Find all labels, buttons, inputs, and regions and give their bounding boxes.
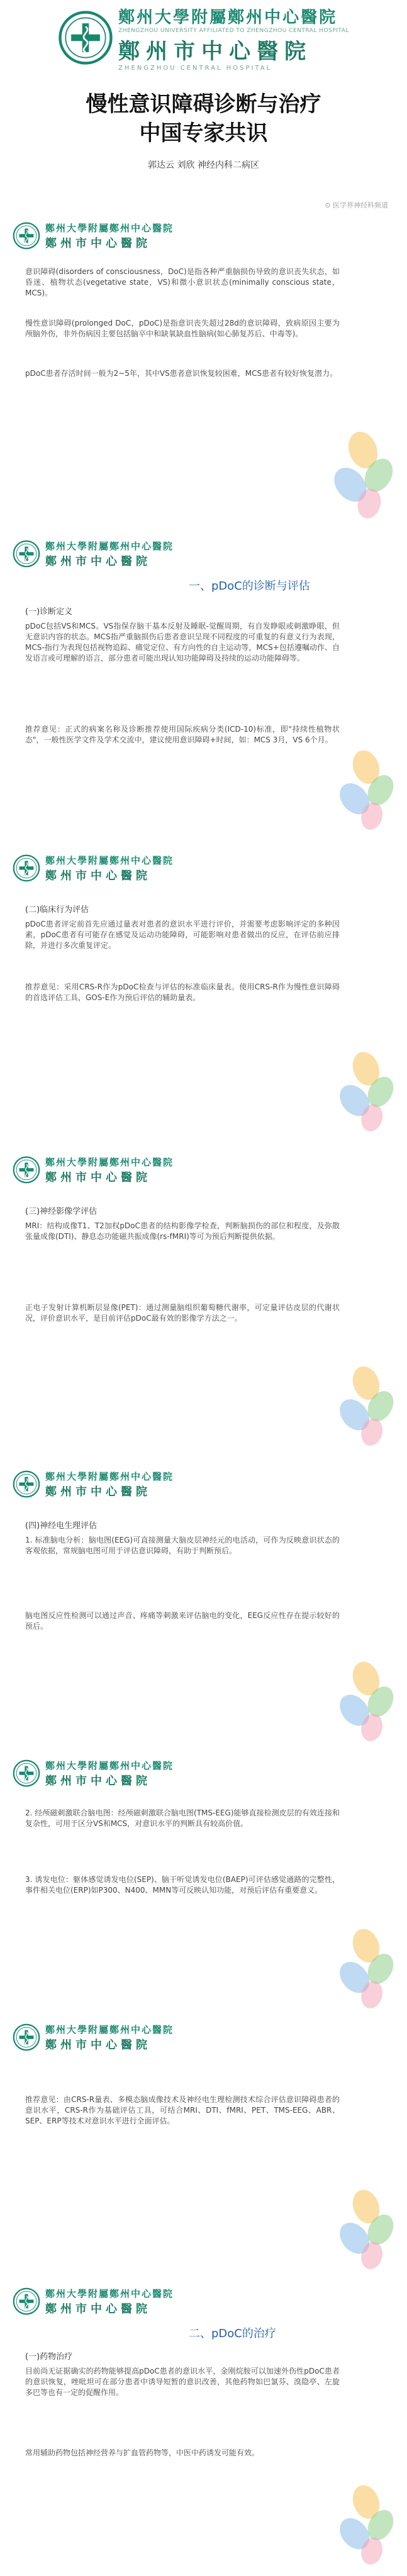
- cover-title-line1: 慢性意识障碍诊断与治疗: [86, 92, 321, 117]
- hospital-name-cn: 鄭州大學附屬鄭州中心醫院: [45, 222, 174, 234]
- hospital-logo-icon: [13, 1759, 40, 1787]
- slide-neuroimaging: [0, 1152, 407, 1467]
- hospital-name-block: [45, 854, 174, 883]
- hospital-logo-icon: [13, 854, 40, 882]
- hospital-name-block: [45, 2287, 174, 2316]
- hospital-name-block: [45, 1155, 174, 1185]
- hospital-name-cn: 鄭州大學附屬鄭州中心醫院: [45, 2023, 174, 2035]
- section-title: 二、pDoC的治疗: [189, 2327, 276, 2340]
- cover-watermark: ⊙ 医学界神经科频道: [325, 201, 388, 209]
- paragraph: pDoC患者评定前首先应通过量表对患者的意识水平进行评价，并需要考虑影响评定的多种因素，pDoC患者有可能存在感觉及运动功能障碍，可能影响对患者做出的反应，在评估前应排除，并进行多次重复评定。: [25, 920, 340, 950]
- paragraph: 3. 诱发电位：躯体感觉诱发电位(SEP)、脑干听觉诱发电位(BAEP)可评估感觉通路的完整性，事件相关电位(ERP)如P300、N400、MMN等可反映认知功能，对预后评估有重要意义。: [25, 1875, 340, 1895]
- slide-header: [0, 536, 407, 572]
- slide-tms-eeg: [0, 1755, 407, 2020]
- slide-treatment: [0, 2283, 407, 2576]
- cover-authors: 郭达云 刘欣 神经内科二病区: [148, 160, 259, 170]
- hospital-name-block: [45, 2023, 174, 2052]
- hospital-name-block: [118, 4, 349, 72]
- hospital-name-block: [45, 1759, 174, 1788]
- hospital-logo-icon: [13, 2023, 40, 2051]
- paragraph: 推荐意见：正式的病案名称及诊断推荐使用国际疾病分类(ICD-10)标准，即"持续性植物状态"，一般性医学文件及学术交流中，建议使用意识障碍+时间，如：MCS 3月，VS 6个月。: [25, 725, 340, 744]
- subsection-title: (四)神经电生理评估: [25, 1521, 98, 1531]
- hospital-logo-icon: [13, 222, 40, 250]
- hospital-name-cn: 鄭州大學附屬鄭州中心醫院: [45, 2287, 174, 2299]
- subsection-title: (一)诊断定义: [25, 607, 73, 617]
- paragraph: 推荐意见：由CRS-R量表、多模态脑成像技术及神经电生理检测技术综合评估意识障碍患者的意识水平，CRS-R作为基础评估工具，可结合MRI、DTI、fMRI、PET、TMS-EEG、ABR、SEP、ERP等技术对意识水平进行全面评估。: [25, 2095, 340, 2125]
- paragraph: pDoC包括VS和MCS。VS指保存脑干基本反射及睡眠-觉醒周期，有自发睁眼或刺激睁眼，但无意识内容的状态。MCS指严重脑损伤后患者意识呈现不同程度的可重复的有意义行为表现，MCS-指行为表现包括视物追踪、痛觉定位、有方向性的自主运动等，MCS+包括遵嘱动作、自发语言或可理解的语言，部分患者可能出现认知功能障碍及持续的运动功能障碍等。: [25, 622, 340, 663]
- hospital-name-cn: 鄭州大學附屬鄭州中心醫院: [118, 8, 338, 27]
- slide-clinical-assessment: [0, 850, 407, 1152]
- hospital-name-cn-short: 鄭州市中心醫院: [45, 1774, 151, 1788]
- hospital-name-block: [45, 539, 174, 569]
- decorative-petals-icon: [332, 1925, 401, 2013]
- slide-diagnosis: [0, 536, 407, 850]
- hospital-logo-icon: [13, 2287, 40, 2315]
- cover-title-line2: 中国专家共识: [139, 121, 268, 146]
- decorative-petals-icon: [332, 2182, 401, 2277]
- slide-electrophysiology: [0, 1466, 407, 1756]
- slide-header: [0, 2283, 407, 2320]
- paragraph: 常用辅助药物包括神经营养与扩血管药物等，中医中药诱发可能有效。: [25, 2448, 260, 2457]
- hospital-banner: [0, 0, 407, 75]
- hospital-name-en: ZHENGZHOU UNIVERSITY AFFILIATED TO ZHENGZHOU CENTRAL HOSPITAL: [118, 27, 349, 34]
- hospital-name-cn: 鄭州大學附屬鄭州中心醫院: [45, 854, 174, 866]
- hospital-logo-icon: [58, 10, 113, 65]
- paragraph: 意识障碍(disorders of consciousness，DoC)是指各种严重脑损伤导致的意识丧失状态，如昏迷、植物状态(vegetative state，VS)和微小意识状态(minimally conscious state，MCS)。: [25, 267, 340, 297]
- decorative-petals-icon: [325, 425, 401, 526]
- hospital-name-cn: 鄭州大學附屬鄭州中心醫院: [45, 1470, 174, 1482]
- slide-definition: [0, 217, 407, 536]
- paragraph: 慢性意识障碍(prolonged DoC，pDoC)是指意识丧失超过28d的意识障碍，致病原因主要为颅脑外伤，非外伤病因主要包括脑卒中和缺氧缺血性脑病(如心肺复苏后、中毒等)。: [25, 319, 340, 338]
- subsection-title: (三)神经影像学评估: [25, 1207, 98, 1216]
- hospital-name-cn: 鄭州大學附屬鄭州中心醫院: [45, 1759, 174, 1771]
- hospital-name-cn-short: 鄭州市中心醫院: [45, 2302, 151, 2316]
- hospital-name-cn-short: 鄭州市中心醫院: [45, 869, 151, 883]
- paragraph: 1. 标准脑电分析：脑电图(EEG)可直接测量大脑皮层神经元的电活动，可作为反映意识状态的客观依据，常规脑电图可用于评估意识障碍，有助于判断预后。: [25, 1536, 340, 1555]
- hospital-name-cn-short: 鄭州市中心醫院: [45, 1485, 151, 1499]
- hospital-name-cn-short: 鄭州市中心醫院: [118, 38, 313, 64]
- hospital-name-cn-short: 鄭州市中心醫院: [45, 1170, 151, 1184]
- decorative-petals-icon: [332, 1654, 401, 1749]
- subsection-title: (一)药物治疗: [25, 2352, 73, 2362]
- paragraph: 脑电图反应性检测可以通过声音、疼痛等刺激来评估脑电的变化，EEG反应性存在提示较好的预后。: [25, 1611, 340, 1631]
- hospital-name-block: [45, 221, 174, 251]
- slide-header: [0, 2019, 407, 2056]
- cover-slide: [0, 0, 407, 218]
- hospital-name-cn-short: 鄭州市中心醫院: [45, 236, 151, 250]
- slide-header: [0, 217, 407, 254]
- hospital-name-cn: 鄭州大學附屬鄭州中心醫院: [45, 540, 174, 552]
- hospital-name-cn-short: 鄭州市中心醫院: [45, 554, 151, 568]
- hospital-name-block: [45, 1470, 174, 1499]
- hospital-name-cn-short: 鄭州市中心醫院: [45, 2038, 151, 2052]
- paragraph: 目前尚无证据确实的药物能够提高pDoC患者的意识水平，金刚烷胺可以加速外伤性pDoC患者的意识恢复，唑吡坦可在部分患者中诱导短暂的意识改善，其他药物如巴氯芬、溴隐亭、左旋多巴等也有一定的促醒作用。: [25, 2367, 340, 2397]
- hospital-name-cn: 鄭州大學附屬鄭州中心醫院: [45, 1156, 174, 1168]
- paragraph: 正电子发射计算机断层显像(PET)：通过测量脑组织葡萄糖代谢率，可定量评估皮层的代谢状况，评价意识水平，是目前评估pDoC最有效的影像学方法之一。: [25, 1303, 340, 1323]
- slide-header: [0, 850, 407, 886]
- slide-recommendation: [0, 2019, 407, 2284]
- decorative-petals-icon: [332, 1045, 401, 1139]
- slide-header: [0, 1755, 407, 1792]
- paragraph: 推荐意见：采用CRS-R作为pDoC检查与评估的标准临床量表。使用CRS-R作为慢性意识障碍的首选评估工具，GOS-E作为预后评估的辅助量表。: [25, 983, 340, 1002]
- slide-header: [0, 1152, 407, 1188]
- slide-header: [0, 1466, 407, 1502]
- decorative-petals-icon: [332, 2478, 401, 2572]
- subsection-title: (二)临床行为评估: [25, 905, 89, 915]
- paragraph: MRI：结构成像T1、T2加权pDoC患者的结构影像学检查，判断脑损伤的部位和程度，及弥散张量成像(DTI)、静息态功能磁共振成像(rs-fMRI)等可为预后判断提供依据。: [25, 1221, 340, 1241]
- decorative-petals-icon: [332, 1359, 401, 1453]
- decorative-petals-icon: [332, 743, 401, 837]
- hospital-name-en-short: ZHENGZHOU CENTRAL HOSPITAL: [118, 64, 272, 72]
- hospital-logo-icon: [13, 1156, 40, 1184]
- section-title: 一、pDoC的诊断与评估: [189, 580, 310, 593]
- paragraph: pDoC患者存活时间一般为2~5年，其中VS患者意识恢复较困难，MCS患者有较好恢复潜力。: [25, 369, 338, 378]
- hospital-logo-icon: [13, 1470, 40, 1498]
- paragraph: 2. 经颅磁刺激联合脑电图：经颅磁刺激联合脑电图(TMS-EEG)能够直接检测皮层的有效连接和复杂性，可用于区分VS和MCS，对意识水平的判断具有较高价值。: [25, 1808, 340, 1828]
- hospital-logo-icon: [13, 540, 40, 568]
